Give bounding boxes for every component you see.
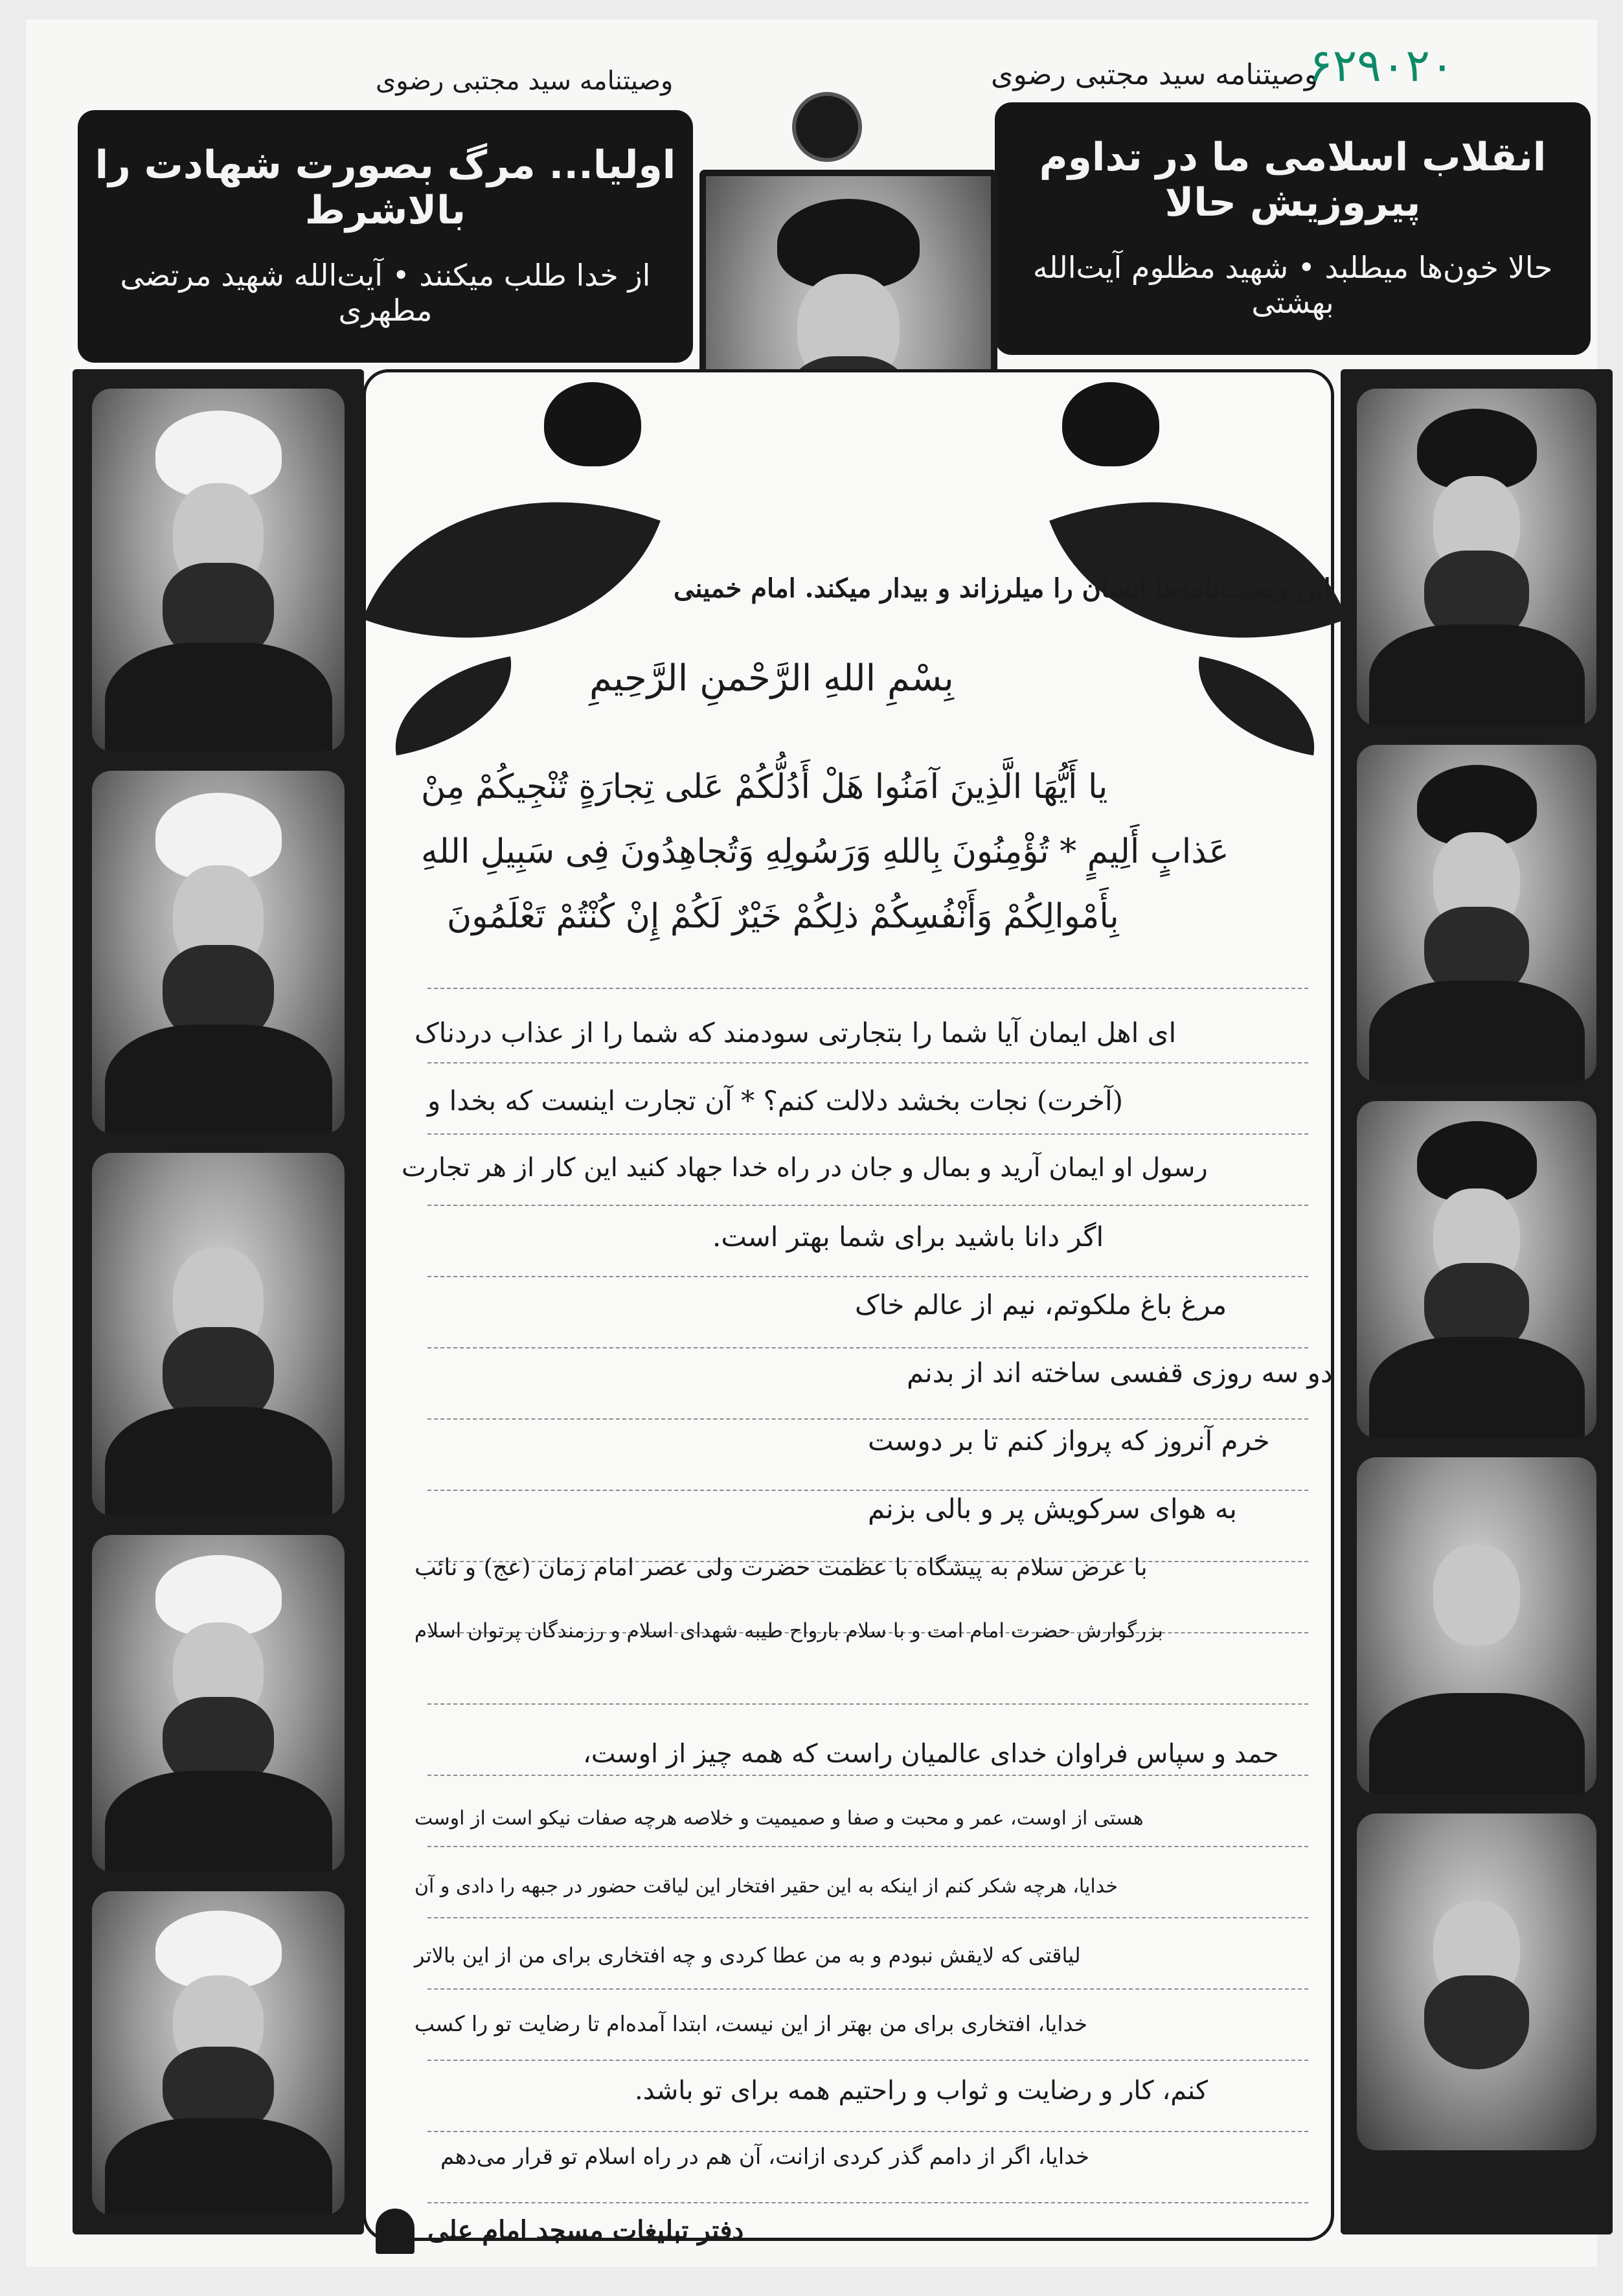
letter-line: رسول او ایمان آرید و بمال و جان در راه خدا جهاد کنید این کار از هر تجارت xyxy=(402,1153,1208,1183)
portrait-left-3 xyxy=(92,1153,345,1516)
flower-ornament-right xyxy=(1062,382,1159,466)
verse-line: بِأَمْوالِکُمْ وَأَنْفُسِکُمْ ذلِکُمْ خَیْرٌ لَکُمْ إِنْ کُنْتُمْ تَعْلَمُونَ xyxy=(447,897,1119,936)
verse-line: عَذابٍ أَلِیمٍ * تُؤْمِنُونَ بِاللهِ وَرَسُولِهِ وَتُجاهِدُونَ فِی سَبِیلِ اللهِ xyxy=(421,832,1229,871)
khomeini-quote: این وصیت‌نامه‌ها انسان را میلرزاند و بیدار میکند. امام خمینی xyxy=(674,573,1331,604)
letter-line: اگر دانا باشید برای شما بهتر است. xyxy=(712,1221,1104,1253)
ruled-line xyxy=(427,1775,1308,1776)
basmala: بِسْمِ اللهِ الرَّحْمنِ الرَّحِیمِ xyxy=(589,657,954,699)
document-page xyxy=(26,19,1597,2267)
letter-line: با عرض سلام به پیشگاه با عظمت حضرت ولی عصر امام زمان (عج) و نائب xyxy=(414,1554,1148,1581)
emblem-icon xyxy=(792,92,862,162)
ruled-line xyxy=(427,988,1308,989)
banner-right-line1: انقلاب اسلامی ما در تداوم پیروزیش حالا xyxy=(1039,135,1547,225)
ruled-line xyxy=(427,1490,1308,1491)
ruled-line xyxy=(427,1205,1308,1206)
portrait-left-2 xyxy=(92,771,345,1133)
verse-line: یا أَیُّهَا الَّذِینَ آمَنُوا هَلْ أَدُلُّکُمْ عَلی تِجارَةٍ تُنْجِیکُمْ مِنْ xyxy=(421,767,1108,806)
letter-line: به هوای سرکویش پر و بالی بزنم xyxy=(868,1493,1237,1525)
letter-line: خدایا، اگر از دامم گذر کردی ازانت، آن هم در راه اسلام تو قرار می‌دهم xyxy=(440,2144,1090,2170)
letter-line: بزرگوارش حضرت امام امت و با سلام بارواح طیبه شهدای اسلام و رزمندگان پرتوان اسلام xyxy=(414,1619,1163,1642)
banner-motahari-quote xyxy=(78,110,693,363)
letter-line: حمد و سپاس فراوان خدای عالمیان راست که همه چیز از اوست، xyxy=(583,1739,1279,1769)
banner-left-line1: اولیا... مرگ بصورت شهادت را بالاشرط xyxy=(95,142,676,233)
portrait-left-4 xyxy=(92,1535,345,1872)
handwritten-ink-number: ۶۲۹۰۲۰ xyxy=(1308,39,1455,92)
letter-line: خدایا، هرچه شکر کنم از اینکه به این حقیر افتخار این لیاقت حضور در جبهه را دادی و آن xyxy=(414,1875,1118,1898)
flower-ornament-left xyxy=(544,382,641,466)
ruled-line xyxy=(427,1062,1308,1063)
ruled-line xyxy=(427,2202,1308,2203)
banner-right-line2: حالا خون‌ها میطلبد • شهید مظلوم آیت‌الله بهشتی xyxy=(1032,250,1553,320)
footer-office-name: دفتر تبلیغات مسجد امام علی xyxy=(427,2215,744,2245)
ruled-line xyxy=(427,1276,1308,1277)
banner-beheshti-quote xyxy=(995,102,1591,355)
letter-line: خرم آنروز که پرواز کنم تا بر دوست xyxy=(868,1425,1270,1457)
letter-line: (آخرت) نجات بخشد دلالت کنم؟ * آن تجارت اینست که بخدا و xyxy=(427,1085,1124,1117)
letter-line: مرغ باغ ملکوتم، نیم از عالم خاک xyxy=(855,1289,1227,1321)
portrait-right-2 xyxy=(1357,745,1596,1082)
ruled-line xyxy=(427,2060,1308,2061)
portrait-left-5 xyxy=(92,1891,345,2215)
ruled-line xyxy=(427,1846,1308,1847)
ruled-line xyxy=(427,1133,1308,1135)
letter-line: ای اهل ایمان آیا شما را بتجارتی سودمند که شما را از عذاب دردناک xyxy=(414,1017,1177,1049)
letter-line: کنم، کار و رضایت و ثواب و راحتیم همه برای تو باشد. xyxy=(635,2076,1208,2106)
letter-line: لیاقتی که لایقش نبودم و به من عطا کردی و چه افتخاری برای من از این بالاتر xyxy=(414,1943,1081,1968)
portrait-right-1 xyxy=(1357,389,1596,725)
letter-line: هستی از اوست، عمر و محبت و صفا و صمیمیت و خلاصه هرچه صفات نیکو است از اوست xyxy=(414,1807,1144,1830)
letter-line: خدایا، افتخاری برای من بهتر از این نیست، ابتدا آمده‌ام تا رضایت تو را کسب xyxy=(414,2011,1088,2036)
handwritten-name-right: وصیتنامه سید مجتبی رضوی xyxy=(991,58,1319,91)
portrait-right-3 xyxy=(1357,1101,1596,1438)
banner-left-line2: از خدا طلب میکنند • آیت‌الله شهید مرتضی مطهری xyxy=(120,258,651,328)
ruled-line xyxy=(427,1418,1308,1420)
ruled-line xyxy=(427,1703,1308,1705)
mosque-icon xyxy=(376,2209,414,2254)
ruled-line xyxy=(427,1988,1308,1990)
handwritten-name-left: وصیتنامه سید مجتبی رضوی xyxy=(376,66,674,96)
ruled-line xyxy=(427,1347,1308,1348)
letter-line: دو سه روزی قفسی ساخته اند از بدنم xyxy=(907,1357,1333,1389)
portrait-right-4 xyxy=(1357,1457,1596,1794)
portrait-left-1 xyxy=(92,389,345,751)
ruled-line xyxy=(427,2131,1308,2132)
portrait-right-5 xyxy=(1357,1813,1596,2150)
ruled-line xyxy=(427,1917,1308,1918)
